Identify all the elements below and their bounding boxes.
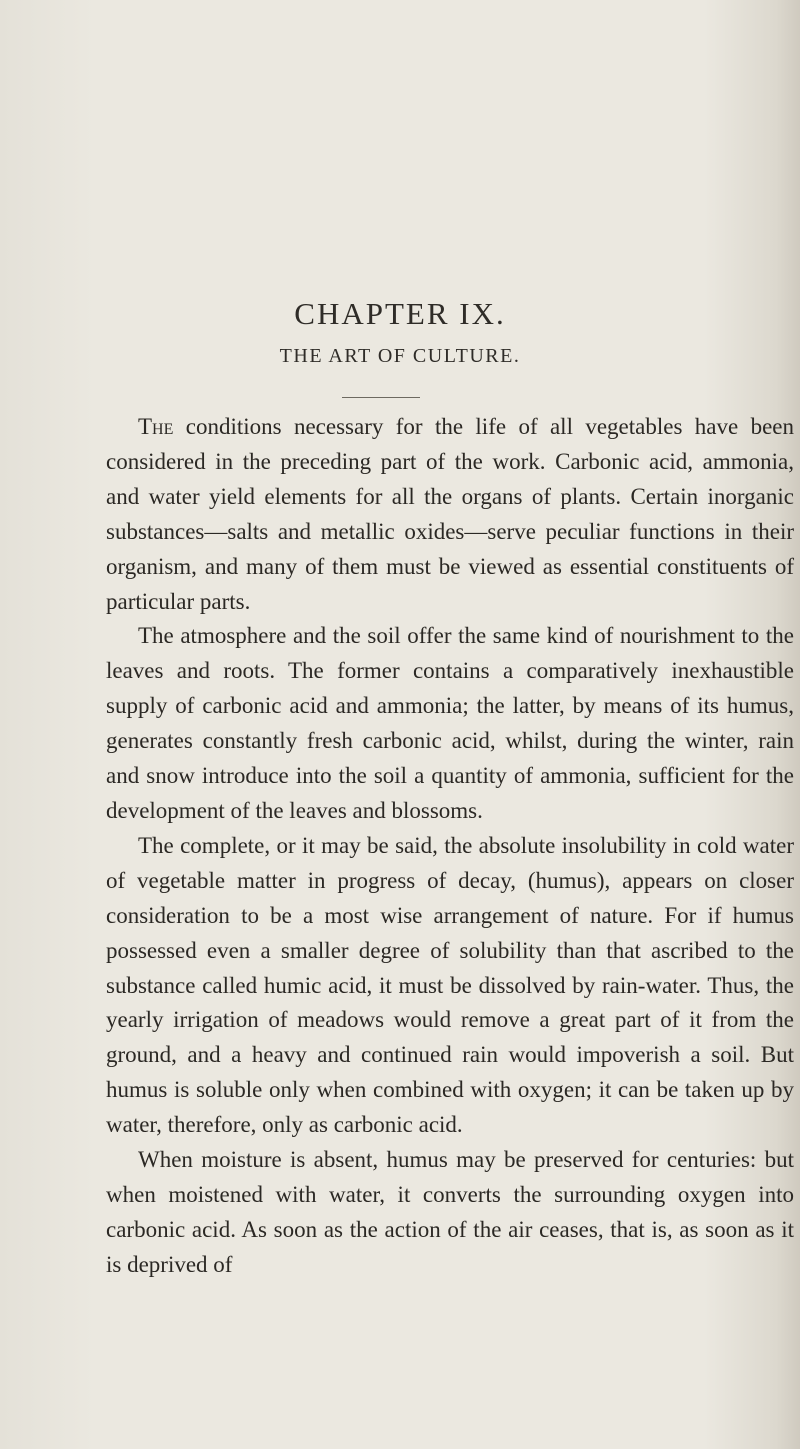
title-divider bbox=[342, 397, 420, 398]
paragraph-2: The atmosphere and the soil offer the same kind of nourishment to the leaves and roots. The former contains a comparatively inexhaustible supply of carbonic acid and ammonia; the latter, by means of its humus, generates constantly fresh carbonic acid, whilst, during the winter, rain and snow introduce into the soil a quantity of ammonia, sufficient for the development of the leaves and blossoms. bbox=[106, 623, 794, 823]
body-text bbox=[106, 410, 794, 1283]
chapter-subtitle: THE ART OF CULTURE. bbox=[279, 345, 521, 367]
paragraph-1 bbox=[106, 410, 794, 619]
paragraph-3: The complete, or it may be said, the absolute insolubility in cold water of vegetable matter in progress of decay, (humus), appears on closer consideration to be a most wise arrangement of nature. For if humus possessed even a smaller degree of solubility than that ascribed to the substance called humic acid, it must be dissolved by rain-water. Thus, the yearly irrigation of meadows would remove a great part of it from the ground, and a heavy and continued rain would impoverish a soil. But humus is soluble only when combined with oxygen; it can be taken up by water, therefore, only as carbonic acid. bbox=[106, 832, 794, 1138]
chapter-title: CHAPTER IX. bbox=[294, 296, 506, 331]
paragraph-1-lead: The bbox=[138, 414, 174, 439]
paragraph-1-text: conditions necessary for the life of all vegetables have been considered in the preceding part of the work. Carbonic acid, ammonia, and water yield elements for all the organs of plants. Certain inorganic substances—salts and metallic oxides—serve peculiar functions in their organism, and many of them must be viewed as essential constituents of particular parts. bbox=[106, 414, 794, 614]
paragraph-4: When moisture is absent, humus may be preserved for centuries: but when moistened with water, it converts the surrounding oxygen into carbonic acid. As soon as the action of the air ceases, that is, as soon as it is deprived of bbox=[106, 1147, 794, 1277]
